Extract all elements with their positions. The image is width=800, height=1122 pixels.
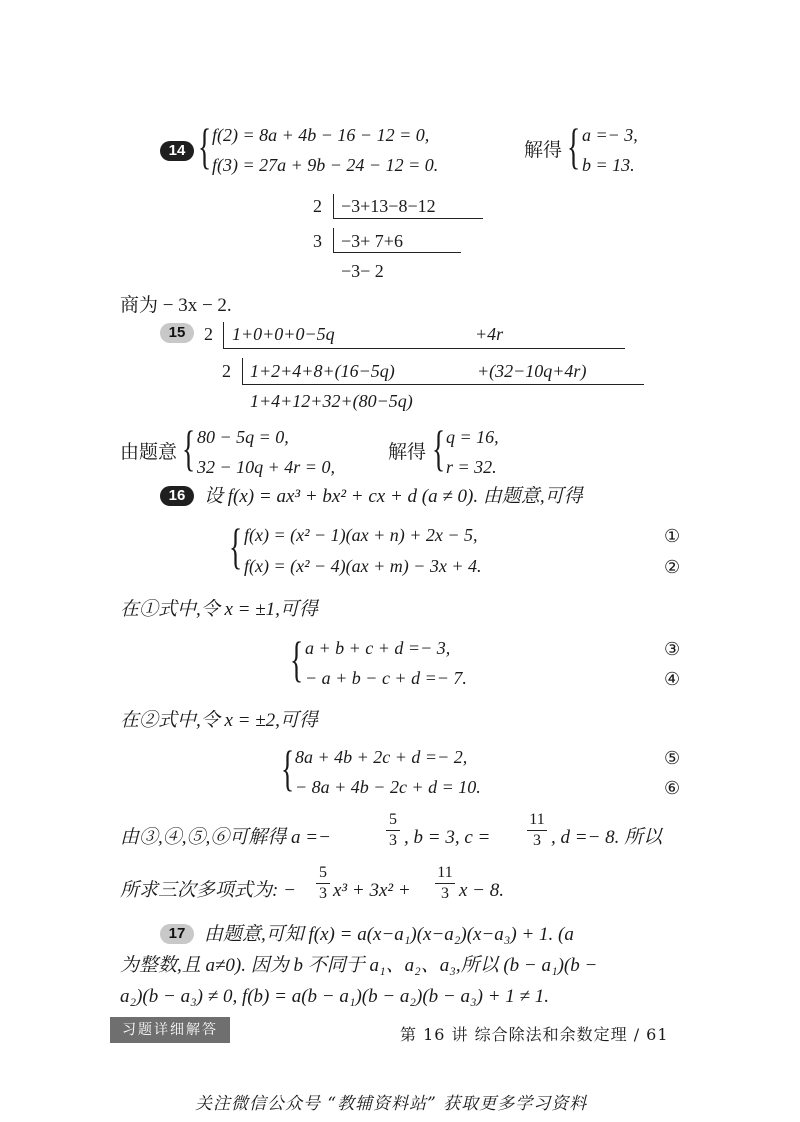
p14-sol1: a =− 3, [582,125,638,145]
frac-denominator: 3 [533,832,541,849]
p15-row2a: 1+2+4+8+(16−5q) [250,361,395,381]
problem-15-badge: 15 [160,323,194,343]
p15-divisor-1: 2 [204,324,213,344]
frac-numerator: 5 [319,864,327,881]
p16-result-frac-11-3 [527,812,547,849]
p15-row1b: +4r [475,324,504,344]
p15-cond-label: 由题意 [120,442,178,463]
p16-final-a: 所求三次多项式为: − [120,880,296,901]
p15-div-bar-2 [242,358,243,384]
frac-denominator: 3 [389,832,397,849]
p15-row1a: 1+0+0+0−5q [232,324,335,344]
frac-bar [386,830,400,831]
p14-div-row-1: −3+13−8−12 [341,196,436,216]
brace-14-left: { [198,118,212,174]
brace-15-right: { [432,420,446,476]
p16-sys1-eq2: f(x) = (x² − 4)(ax + m) − 3x + 4. [244,556,482,576]
p14-div-line-2 [333,252,461,253]
brace-16-sys1: { [229,518,243,574]
frac-denominator: 3 [441,885,449,902]
section-label: 习题详细解答 [110,1017,230,1043]
p16-sys3-eq2: − 8a + 4b − 2c + d = 10. [295,777,481,797]
p14-div-bar-2 [333,228,334,252]
p15-solve-label: 解得 [388,442,427,463]
p16-mark-2: ② [664,557,681,577]
p15-row2b: +(32−10q+4r) [477,361,587,381]
p15-cond2: 32 − 10q + 4r = 0, [197,457,335,477]
p16-mark-3: ③ [664,639,681,659]
p14-divisor-2: 3 [313,231,322,251]
p16-mark-1: ① [664,526,681,546]
p16-final-frac-11-3 [435,865,455,902]
p16-mark-4: ④ [664,669,681,689]
p16-step2: 在②式中,令 x = ±2,可得 [120,710,318,731]
frac-bar [316,883,330,884]
p16-mark-6: ⑥ [664,778,681,798]
p16-result-c: , d =− 8. 所以 [551,827,663,848]
p14-eq1: f(2) = 8a + 4b − 16 − 12 = 0, [212,125,430,145]
p16-result-a: 由③,④,⑤,⑥可解得 a =− [120,827,331,848]
problem-17-badge: 17 [160,924,194,944]
brace-16-sys3: { [281,740,295,796]
p15-div-line-2 [242,384,644,385]
brace-14-right: { [567,118,581,174]
problem-14-badge: 14 [160,141,194,161]
p14-divisor-1: 2 [313,196,322,216]
problem-16-badge: 16 [160,486,194,506]
p16-final-frac-5-3 [316,865,330,902]
p16-final-b: x³ + 3x² + [333,880,411,901]
frac-bar [435,883,455,884]
p14-div-line-1 [333,218,483,219]
p16-sys3-eq1: 8a + 4b + 2c + d =− 2, [295,747,468,767]
p14-div-row-3: −3− 2 [341,261,384,281]
frac-numerator: 5 [389,811,397,828]
p16-final-c: x − 8. [459,880,505,901]
p14-div-row-2: −3+ 7+6 [341,231,403,251]
frac-denominator: 3 [319,885,327,902]
p17-line2: 为整数,且 a≠0). 因为 b 不同于 a₁、a₂、a₃,所以 (b − a₁)(b − [120,955,598,976]
p15-div-bar-1 [223,322,224,348]
p14-eq2: f(3) = 27a + 9b − 24 − 12 = 0. [212,155,439,175]
p17-line1: 由题意,可知 f(x) = a(x−a₁)(x−a₂)(x−a₃) + 1. (a [204,924,574,945]
frac-bar [527,830,547,831]
p15-divisor-2: 2 [222,361,231,381]
p15-sol2: r = 32. [446,457,497,477]
p16-intro: 设 f(x) = ax³ + bx² + cx + d (a ≠ 0). 由题意,可得 [204,486,583,507]
p14-solve-label: 解得 [524,140,563,161]
p14-div-bar-1 [333,194,334,218]
p17-line3: a₂)(b − a₃) ≠ 0, f(b) = a(b − a₁)(b − a₂)(b − a₃) + 1 ≠ 1. [120,986,549,1007]
p16-sys1-eq1: f(x) = (x² − 1)(ax + n) + 2x − 5, [244,525,478,545]
frac-numerator: 11 [437,864,453,881]
p15-cond1: 80 − 5q = 0, [197,427,289,447]
brace-16-sys2: { [290,631,304,687]
p14-quotient: 商为 − 3x − 2. [120,295,232,316]
p16-result-frac-5-3 [386,812,400,849]
p15-div-line-1 [223,348,625,349]
p16-sys2-eq2: − a + b − c + d =− 7. [305,668,467,688]
frac-numerator: 11 [529,811,545,828]
brace-15-left: { [182,420,196,476]
bottom-watermark-note: 关注微信公众号 “教辅资料站” 获取更多学习资料 [195,1094,588,1114]
p15-sol1: q = 16, [446,427,499,447]
chapter-page-label: 第 16 讲 综合除法和余数定理 / 61 [400,1025,669,1044]
p16-sys2-eq1: a + b + c + d =− 3, [305,638,451,658]
p14-sol2: b = 13. [582,155,635,175]
p15-row3: 1+4+12+32+(80−5q) [250,391,413,411]
p16-result-b: , b = 3, c = [404,827,491,848]
p16-mark-5: ⑤ [664,748,681,768]
p16-step1: 在①式中,令 x = ±1,可得 [120,599,318,620]
